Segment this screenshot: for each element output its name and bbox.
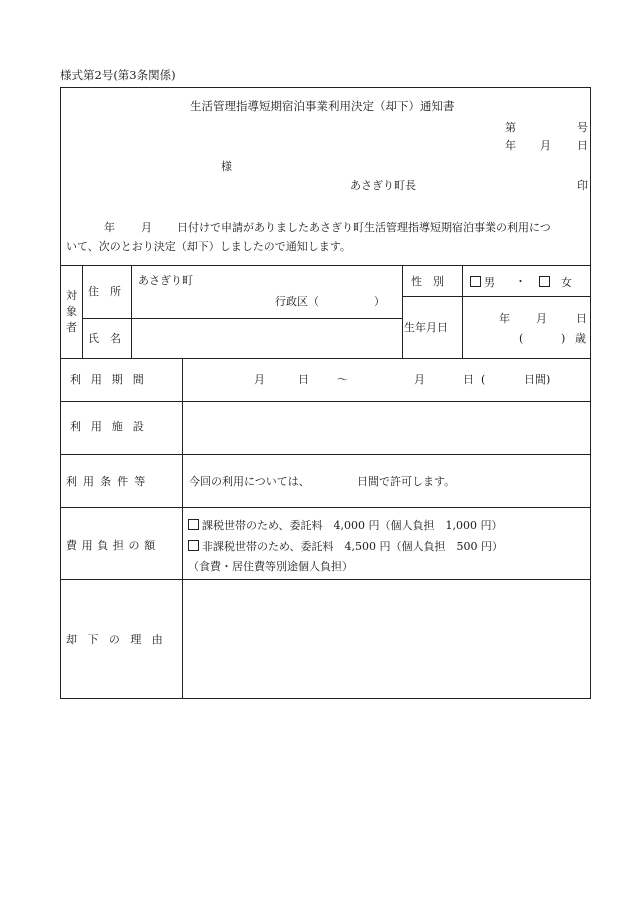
address-town: あさぎり町 [138, 274, 193, 287]
age-close: ) [561, 332, 566, 345]
number-go: 号 [577, 121, 588, 134]
name-label: 氏 名 [88, 332, 121, 345]
intro-text-line1: 日付けで申請がありましたあさぎり町生活管理指導短期宿泊事業の利用につ [177, 221, 551, 234]
rejection-label: 却下の理由 [66, 633, 174, 646]
intro-month: 月 [141, 221, 152, 234]
address-district-field[interactable]: 行政区（ ） [275, 295, 385, 308]
issuer-name: あさぎり町長 [350, 179, 416, 192]
conditions-label: 利用条件等 [66, 475, 152, 488]
period-days-close: 日間) [524, 373, 551, 386]
address-label: 住 所 [88, 285, 121, 298]
number-dai: 第 [505, 121, 516, 134]
dob-year: 年 [499, 312, 510, 325]
form-number-label: 様式第2号(第3条関係) [60, 68, 176, 82]
period-to-month: 月 [414, 373, 425, 386]
dob-month: 月 [536, 312, 547, 325]
intro-text-line2: いて、次のとおり決定（却下）しましたので通知します。 [66, 240, 351, 253]
seal-mark: 印 [577, 179, 588, 192]
period-from-month: 月 [254, 373, 265, 386]
period-tilde: 〜 [337, 373, 348, 386]
subject-label-3: 者 [66, 321, 77, 334]
date-month-label: 月 [540, 139, 551, 152]
age-unit: 歳 [575, 332, 586, 345]
sex-label: 性 別 [411, 275, 444, 288]
cost-label: 費用負担の額 [66, 539, 160, 552]
checkbox-icon[interactable] [188, 540, 199, 551]
conditions-text-post: 日間で許可します。 [357, 475, 456, 488]
dob-day: 日 [576, 312, 587, 325]
sex-female-option[interactable]: 女 [539, 276, 572, 288]
cost-note: （食費・居住費等別途個人負担） [188, 560, 353, 573]
age-open: ( [519, 332, 524, 345]
period-days-open: ( [481, 373, 486, 386]
document-title: 生活管理指導短期宿泊事業利用決定（却下）通知書 [190, 99, 455, 113]
conditions-text-pre: 今回の利用については、 [189, 475, 310, 488]
cost-option-taxed[interactable]: 課税世帯のため、委託料 4,000 円（個人負担 1,000 円） [188, 519, 503, 531]
dob-label: 生年月日 [404, 321, 448, 334]
name-field[interactable] [140, 326, 395, 352]
checkbox-icon[interactable] [470, 276, 481, 287]
period-to-day: 日 [463, 373, 474, 386]
checkbox-icon[interactable] [539, 276, 550, 287]
facility-field[interactable] [190, 410, 582, 446]
period-label: 利用期間 [70, 373, 154, 386]
period-from-day: 日 [298, 373, 309, 386]
cost-option-nontaxed[interactable]: 非課税世帯のため、委託料 4,500 円（個人負担 500 円） [188, 540, 503, 552]
intro-year: 年 [104, 221, 115, 234]
date-year-label: 年 [505, 139, 516, 152]
facility-label: 利用施設 [70, 420, 154, 433]
date-day-label: 日 [577, 139, 588, 152]
checkbox-icon[interactable] [188, 519, 199, 530]
sex-male-option[interactable]: 男 [470, 276, 495, 288]
sex-separator: ・ [515, 275, 526, 288]
subject-label-1: 対 [66, 289, 77, 302]
rejection-reason-field[interactable] [190, 588, 582, 690]
subject-label-2: 象 [66, 305, 77, 318]
recipient-sama: 様 [221, 160, 232, 173]
